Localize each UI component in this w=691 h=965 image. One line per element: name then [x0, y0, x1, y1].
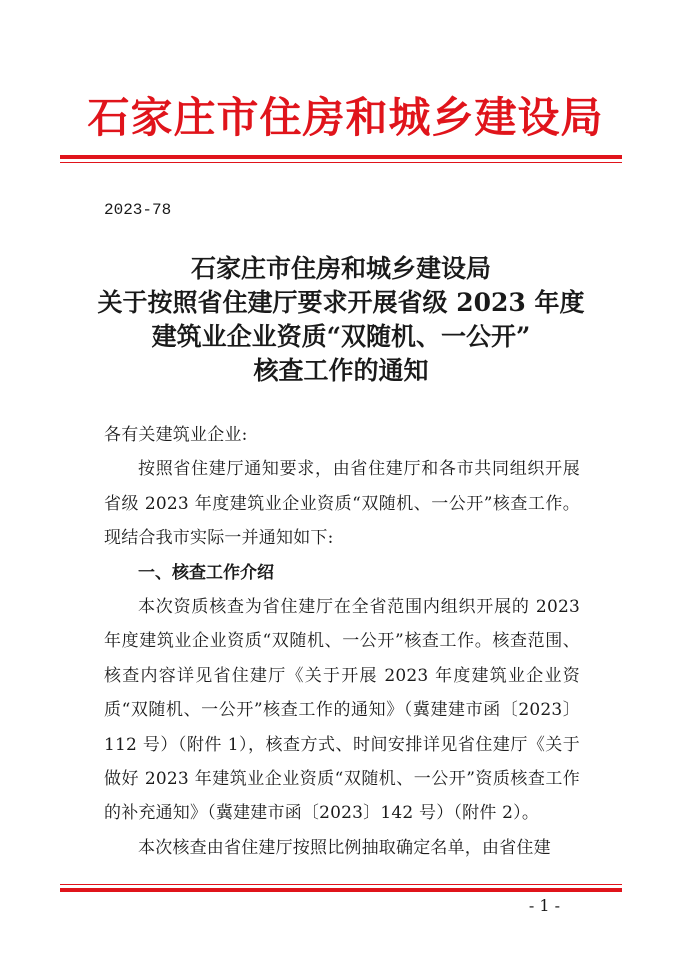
document-number: 2023-78: [104, 201, 172, 219]
title-line-4: 核查工作的通知: [253, 356, 429, 385]
letterhead-rule-thin: [60, 162, 622, 163]
document-body: [104, 418, 580, 865]
page-number: - 1 -: [528, 896, 560, 915]
letterhead-title: 石家庄市住房和城乡建设局: [87, 93, 604, 142]
paragraph-intro: 按照省住建厅通知要求，由省住建厅和各市共同组织开展省级 2023 年度建筑业企业资质“双随机、一公开”核查工作。现结合我市实际一并通知如下:: [104, 459, 580, 549]
title-line-2: 关于按照省住建厅要求开展省级 2023 年度: [97, 288, 585, 317]
paragraph-continued: 本次核查由省住建厅按照比例抽取确定名单，由省住建: [138, 837, 551, 858]
footer-rule-thick: [60, 888, 622, 892]
salutation: 各有关建筑业企业:: [104, 425, 248, 445]
footer-rule-thin: [60, 884, 622, 885]
paragraph-section-1: 本次资质核查为省住建厅在全省范围内组织开展的 2023 年度建筑业企业资质“双随机、一公开”核查工作。核查范围、核查内容详见省住建厅《关于开展 2023 年度建筑业企业资质“双随机、一公开”核查工作的通知》（冀建建市函〔2023〕112 号）（附件 1），核查方式、时间安排详见省住建厅《关于做好 2023 年建筑业企业资质“双随机、一公开”资质核查工作的补充通知》（冀建建市函〔2023〕142 号）（附件 2）。: [104, 597, 580, 824]
title-line-1: 石家庄市住房和城乡建设局: [190, 254, 491, 283]
document-title: [60, 252, 622, 388]
title-line-3: 建筑业企业资质“双随机、一公开”: [151, 322, 531, 351]
section-heading-1: 一、核查工作介绍: [138, 562, 274, 583]
letterhead-rule-thick: [60, 155, 622, 159]
